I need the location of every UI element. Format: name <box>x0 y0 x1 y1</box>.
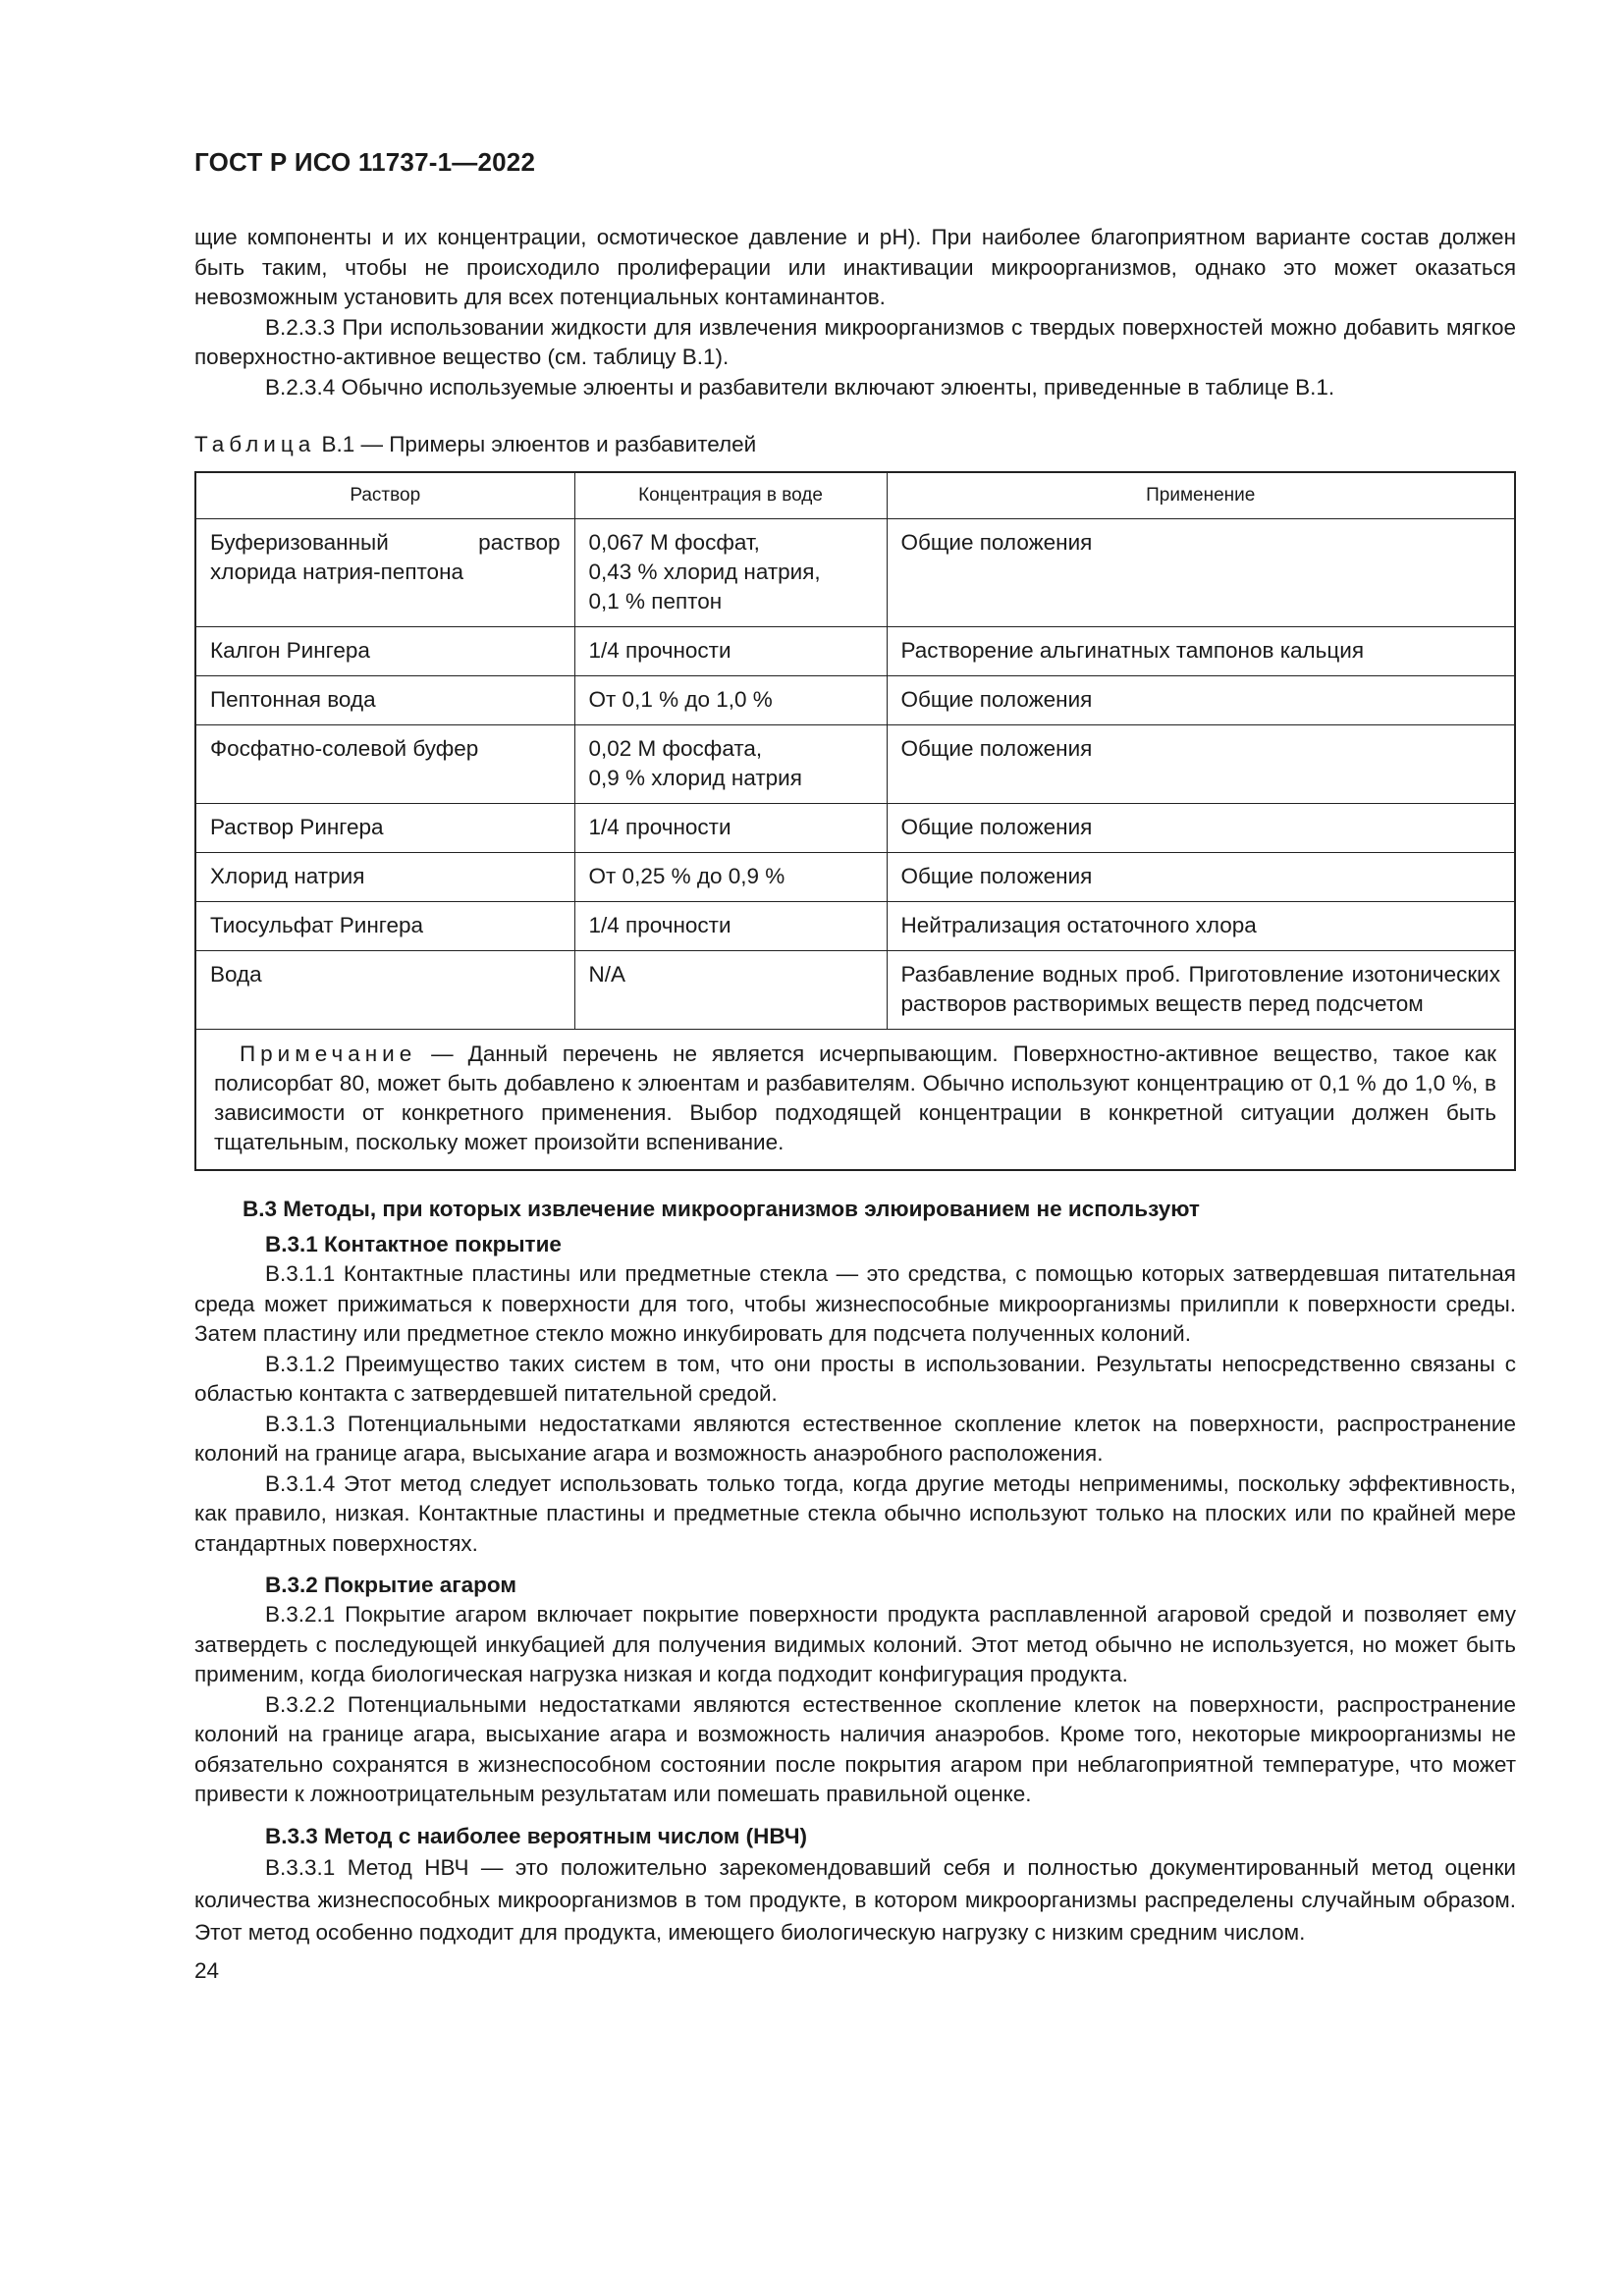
cell-application: Растворение альгинатных тампонов кальция <box>887 627 1515 676</box>
table-row <box>195 902 1515 951</box>
table-caption-text: В.1 — Примеры элюентов и разбавителей <box>315 432 757 456</box>
cell-concentration: N/A <box>574 951 887 1030</box>
document-header: ГОСТ Р ИСО 11737-1—2022 <box>194 147 536 177</box>
table-row <box>195 804 1515 853</box>
paragraph-b312: B.3.1.2 Преимущество таких систем в том, что они просты в использовании. Результаты непосредственно связаны с областью контакта с затвердевшей питательной средой. <box>194 1351 1516 1406</box>
eluents-table <box>194 471 1516 1171</box>
section-b32-title: B.3.2 Покрытие агаром <box>265 1573 517 1597</box>
cell-application: Общие положения <box>887 853 1515 902</box>
column-header-concentration: Концентрация в воде <box>574 472 887 519</box>
document-page <box>194 147 1516 1984</box>
paragraph-b234: B.2.3.4 Обычно используемые элюенты и разбавители включают элюенты, приведенные в таблице В.1. <box>265 374 1335 400</box>
cell-solution: Вода <box>195 951 574 1030</box>
note-text: — Данный перечень не является исчерпывающим. Поверхностно-активное вещество, такое как полисорбат 80, может быть добавлено к элюентам и разбавителям. Обычно используют концентрацию от 0,1 % до 1,0 %, в зависимости от конкретного применения. Выбор подходящей концентрации в конкретной ситуации должен быть тщательным, поскольку может произойти вспенивание. <box>214 1041 1496 1154</box>
cell-solution: Тиосульфат Рингера <box>195 902 574 951</box>
cell-solution: Раствор Рингера <box>195 804 574 853</box>
table-row <box>195 519 1515 627</box>
cell-concentration: 1/4 прочности <box>574 804 887 853</box>
paragraph-b314: B.3.1.4 Этот метод следует использовать только тогда, когда другие методы неприменимы, поскольку эффективность, как правило, низкая. Контактные пластины и предметные стекла обычно используют только на плоских или по крайней мере стандартных поверхностях. <box>194 1470 1516 1556</box>
paragraph-b311: B.3.1.1 Контактные пластины или предметные стекла — это средства, с помощью которых затвердевшая питательная среда может прижиматься к поверхности для того, чтобы жизнеспособные микроорганизмы прилипли к поверхности среды. Затем пластину или предметное стекло можно инкубировать для подсчета полученных колоний. <box>194 1261 1516 1346</box>
table-row <box>195 627 1515 676</box>
cell-concentration: 0,02 М фосфата, 0,9 % хлорид натрия <box>574 725 887 804</box>
cell-solution <box>195 519 574 627</box>
section-b3-title: B.3 Методы, при которых извлечение микроорганизмов элюированием не используют <box>243 1197 1200 1221</box>
table-row <box>195 676 1515 725</box>
cell-concentration: 1/4 прочности <box>574 902 887 951</box>
cell-concentration: От 0,25 % до 0,9 % <box>574 853 887 902</box>
paragraph-b322: B.3.2.2 Потенциальными недостатками являются естественное скопление клеток на поверхности, распространение колоний на границе агара, высыхание агара и возможность наличия анаэробов. Кроме того, некоторые микроорганизмы не обязательно сохранятся в жизнеспособном состоянии после покрытия агаром при неблагоприятной температуре, что может привести к ложноотрицательным результатам или помешать правильной оценке. <box>194 1691 1516 1806</box>
table-header-row <box>195 472 1515 519</box>
cell-application: Общие положения <box>887 676 1515 725</box>
solution-line-2: хлорида натрия-пептона <box>210 560 464 584</box>
cell-concentration: 0,067 М фосфат, 0,43 % хлорид натрия, 0,1 % пептон <box>574 519 887 627</box>
table-row <box>195 725 1515 804</box>
cell-solution: Пептонная вода <box>195 676 574 725</box>
cell-concentration: 1/4 прочности <box>574 627 887 676</box>
cell-concentration: От 0,1 % до 1,0 % <box>574 676 887 725</box>
cell-solution: Хлорид натрия <box>195 853 574 902</box>
table-caption-label: Таблица <box>194 432 316 456</box>
paragraph-b321: B.3.2.1 Покрытие агаром включает покрытие поверхности продукта расплавленной агаровой средой и позволяет ему затвердеть с последующей инкубацией для получения видимых колоний. Этот метод обычно не используется, но может быть применим, когда биологическая нагрузка низкая и когда подходит конфигурация продукта. <box>194 1602 1516 1686</box>
table-note <box>195 1030 1515 1171</box>
section-b33-title: B.3.3 Метод с наиболее вероятным числом (НВЧ) <box>265 1823 808 1848</box>
cell-application: Нейтрализация остаточного хлора <box>887 902 1515 951</box>
cell-solution: Калгон Рингера <box>195 627 574 676</box>
table-row <box>195 853 1515 902</box>
cell-application: Разбавление водных проб. Приготовление изотонических растворов растворимых веществ перед подсчетом <box>887 951 1515 1030</box>
column-header-application: Применение <box>887 472 1515 519</box>
solution-line-1: Буферизованный раствор <box>210 530 561 555</box>
cell-application: Общие положения <box>887 725 1515 804</box>
section-b31-title: B.3.1 Контактное покрытие <box>265 1232 562 1256</box>
table-row <box>195 951 1515 1030</box>
table-note-row <box>195 1030 1515 1171</box>
paragraph-continuation: щие компоненты и их концентрации, осмотическое давление и pH). При наиболее благоприятном варианте состав должен быть таким, чтобы не происходило пролиферации или инактивации микроорганизмов, однако это может оказаться невозможным установить для всех потенциальных контаминантов. <box>194 225 1516 309</box>
cell-application: Общие положения <box>887 804 1515 853</box>
note-label: Примечание <box>240 1041 417 1066</box>
column-header-solution: Раствор <box>195 472 574 519</box>
paragraph-b233: B.2.3.3 При использовании жидкости для извлечения микроорганизмов с твердых поверхностей можно добавить мягкое поверхностно-активное вещество (см. таблицу В.1). <box>194 314 1516 369</box>
cell-solution: Фосфатно-солевой буфер <box>195 725 574 804</box>
page-number: 24 <box>194 1957 220 1983</box>
paragraph-b313: B.3.1.3 Потенциальными недостатками являются естественное скопление клеток на поверхности, распространение колоний на границе агара, высыхание агара и возможность анаэробного расположения. <box>194 1411 1516 1466</box>
cell-application: Общие положения <box>887 519 1515 627</box>
table-caption <box>194 430 1516 459</box>
paragraph-b331: B.3.3.1 Метод НВЧ — это положительно зарекомендовавший себя и полностью документированный метод оценки количества жизнеспособных микроорганизмов в том продукте, в котором микроорганизмы распределены случайным образом. Этот метод особенно подходит для продукта, имеющего биологическую нагрузку с низким средним числом. <box>194 1854 1516 1945</box>
